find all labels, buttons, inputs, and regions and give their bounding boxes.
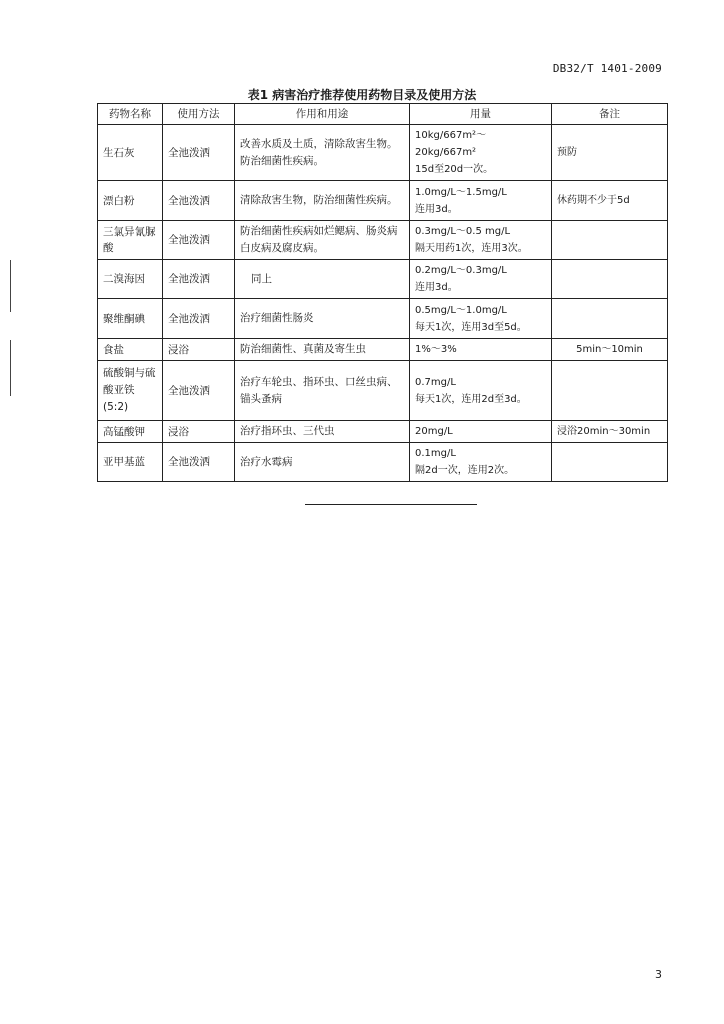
dose-cell [410,181,552,221]
note-cell: 预防 [552,125,668,181]
margin-mark [10,260,11,312]
table-row [98,299,668,339]
dose-line: 0.3mg/L～0.5 mg/L [415,226,511,237]
effect-line: 白皮病及腐皮病。 [240,242,324,254]
table-row [98,125,668,181]
note-cell: 浸浴20min～30min [552,421,668,443]
dose-cell [410,125,552,181]
page-number: 3 [655,968,662,981]
effect-cell [235,421,410,443]
table-row [98,443,668,482]
drug-name-cell: 三氯异氰脲酸 [98,221,163,260]
drug-name-cell: 高锰酸钾 [98,421,163,443]
effect-line: 治疗水霉病 [240,455,293,468]
dose-line: 0.5mg/L～1.0mg/L [415,304,507,316]
note-cell: 休药期不少于5d [552,181,668,221]
method-cell: 全池泼洒 [163,299,235,339]
drug-name-cell: 二溴海因 [98,260,163,299]
effect-cell [235,299,410,339]
drug-name-cell: 生石灰 [98,125,163,181]
table-caption: 表1 病害治疗推荐使用药物目录及使用方法 [247,88,477,102]
column-header-method: 使用方法 [163,104,235,125]
effect-cell [235,181,410,221]
note-cell [552,260,668,299]
dose-cell [410,299,552,339]
dose-line: 1.0mg/L～1.5mg/L [415,186,507,198]
note-cell [552,221,668,260]
note-cell [552,443,668,482]
dose-line: 0.1mg/L [415,448,456,459]
effect-line: 防治细菌性疾病。 [240,154,324,167]
dose-line: 连用3d。 [415,203,458,215]
effect-cell [235,361,410,421]
dose-cell [410,421,552,443]
drug-table [97,103,668,482]
note-cell [552,361,668,421]
table-row [98,361,668,421]
dose-line: 每天1次，连用2d至3d。 [415,393,527,405]
dose-line: 15d至20d一次。 [415,164,494,175]
margin-mark [10,340,11,396]
drug-name-cell: 漂白粉 [98,181,163,221]
column-header-drug-name: 药物名称 [98,104,163,125]
dose-line: 20mg/L [415,426,453,437]
dose-line: 0.2mg/L～0.3mg/L [415,265,507,276]
drug-name-cell: 聚维酮碘 [98,299,163,339]
method-cell: 浸浴 [163,339,235,361]
end-rule [305,504,477,505]
dose-line: 连用3d。 [415,282,458,293]
dose-line: 1%～3% [415,344,457,355]
method-cell: 全池泼洒 [163,443,235,482]
dose-line: 隔2d一次，连用2次。 [415,465,515,476]
column-header-dose: 用量 [410,104,552,125]
method-cell: 全池泼洒 [163,125,235,181]
dose-line: 10kg/667m²～20kg/667m² [415,130,487,158]
dose-cell [410,361,552,421]
method-cell: 全池泼洒 [163,181,235,221]
table-row [98,421,668,443]
effect-cell [235,443,410,482]
dose-line: 0.7mg/L [415,376,456,388]
method-cell: 全池泼洒 [163,221,235,260]
table-header-row [98,104,668,125]
table-row [98,181,668,221]
effect-line: 同上 [251,272,272,285]
effect-line: 治疗指环虫、三代虫 [240,425,335,437]
method-cell: 全池泼洒 [163,361,235,421]
effect-cell [235,260,410,299]
dose-line: 每天1次，连用3d至5d。 [415,321,527,333]
effect-line: 清除敌害生物，防治细菌性疾病。 [240,194,398,206]
method-cell: 全池泼洒 [163,260,235,299]
column-header-effect: 作用和用途 [235,104,410,125]
dose-line: 隔天用药1次，连用3次。 [415,243,528,254]
dose-cell [410,221,552,260]
effect-line: 改善水质及土质，清除敌害生物。 [240,137,398,150]
effect-line: 防治细菌性疾病如烂鳃病、肠炎病 [240,225,398,237]
note-cell: 5min～10min [552,339,668,361]
drug-name-cell: 亚甲基蓝 [98,443,163,482]
document-code: DB32/T 1401-2009 [552,62,662,75]
drug-name-cell: 硫酸铜与硫酸亚铁(5:2) [98,361,163,421]
effect-cell [235,221,410,260]
dose-cell [410,339,552,361]
effect-line: 治疗车轮虫、指环虫、口丝虫病、 [240,375,398,388]
table-row [98,260,668,299]
effect-cell [235,339,410,361]
effect-line: 锚头蚤病 [240,392,282,405]
note-cell [552,299,668,339]
table-row [98,221,668,260]
table-row [98,339,668,361]
effect-line: 治疗细菌性肠炎 [240,312,314,324]
column-header-note: 备注 [552,104,668,125]
effect-line: 防治细菌性、真菌及寄生虫 [240,343,366,355]
dose-cell [410,260,552,299]
dose-cell [410,443,552,482]
method-cell: 浸浴 [163,421,235,443]
effect-cell [235,125,410,181]
drug-name-cell: 食盐 [98,339,163,361]
